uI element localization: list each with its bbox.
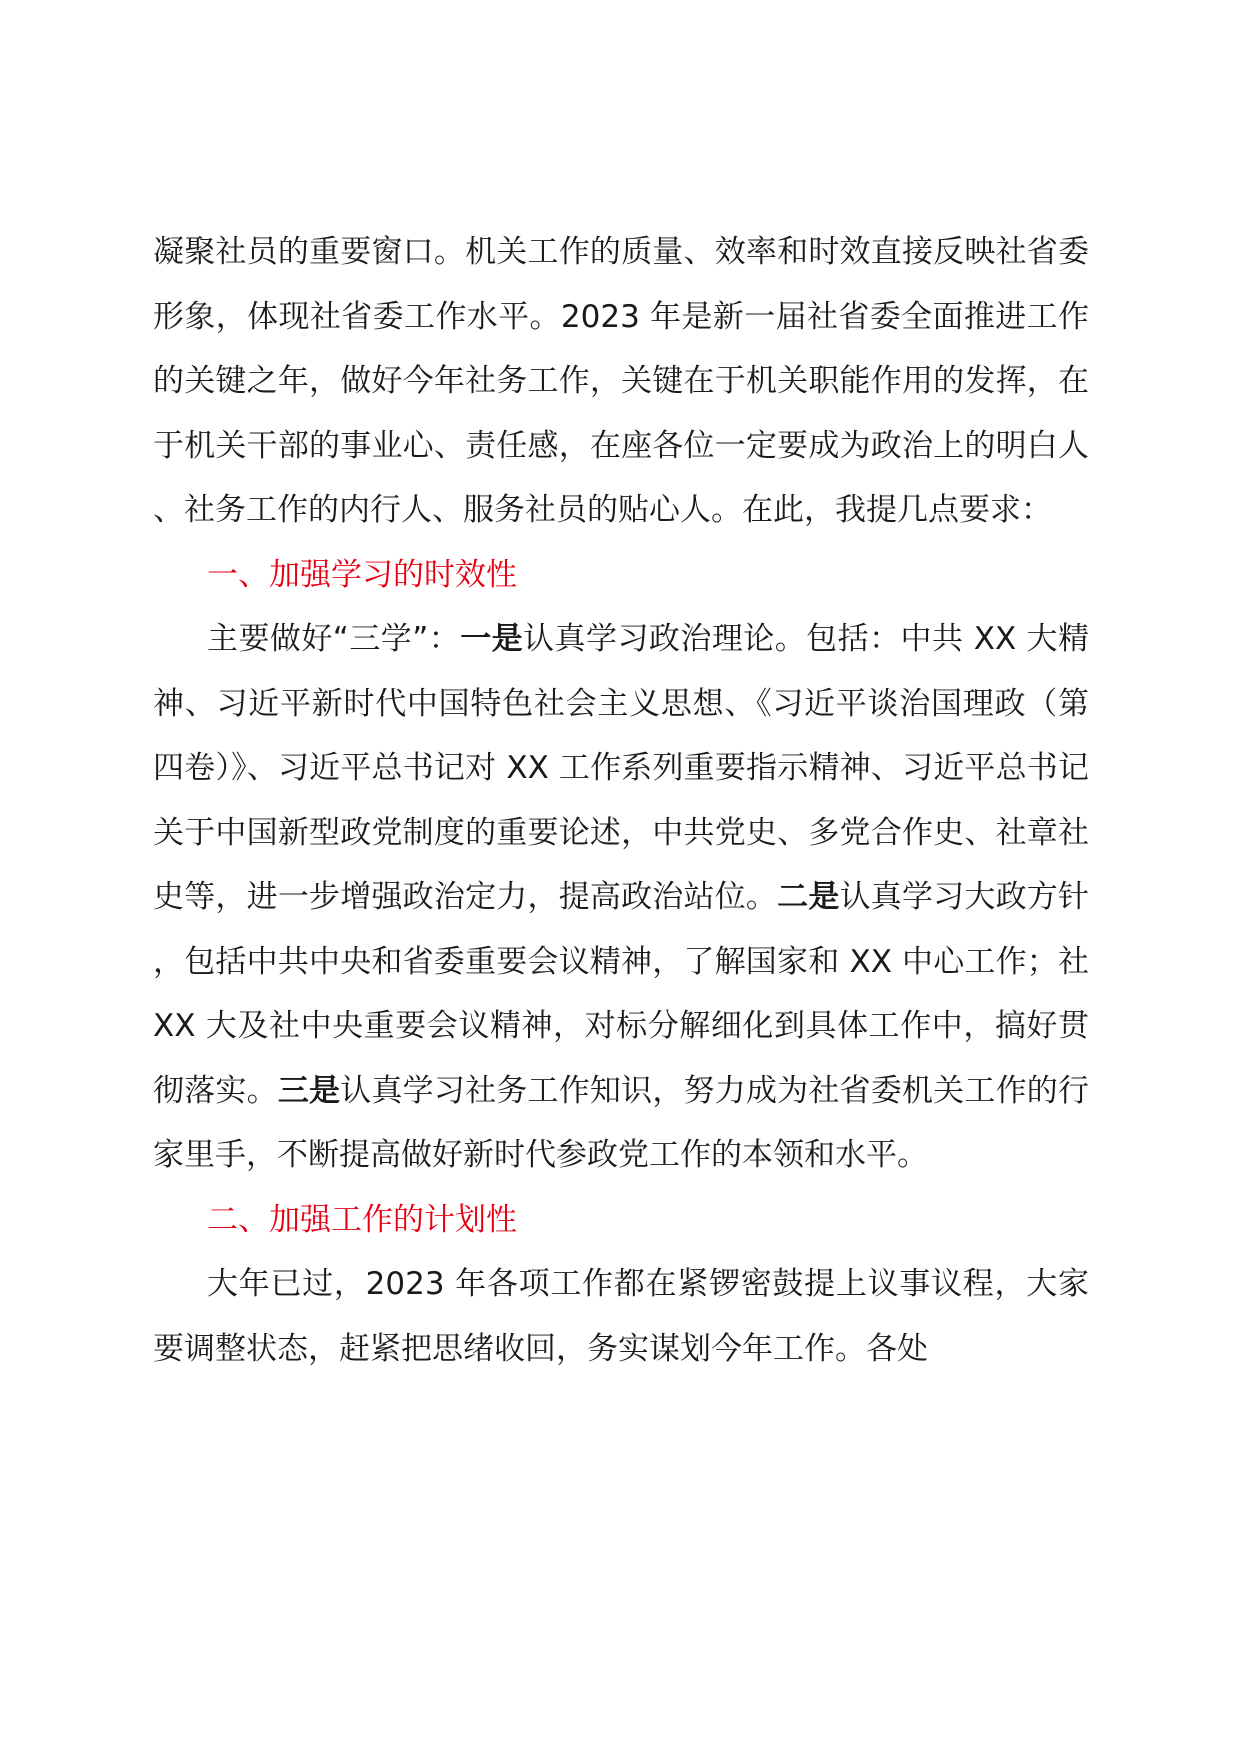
emphasis-second: 二是 [777,879,840,915]
paragraph-text: 认真学习政治理论。包括：中共 XX 大精神、习近平新时代中国特色社会主义思想、《习近平谈治国理政（第四卷）》、习近平总书记对 XX 工作系列重要指示精神、习近平总书记关于中国新型政党制度的重要论述，中共党史、多党合作史、社章社史等，进一步增强政治定力，提高政治站位。 [153,621,1089,915]
section-heading-text: 一、加强学习的时效性 [207,556,517,593]
document-body [153,220,1089,1381]
paragraph-text: 大年已过，2023 年各项工作都在紧锣密鼓提上议事议程，大家要调整状态，赶紧把思绪收回，务实谋划今年工作。各处 [153,1266,1089,1367]
paragraph-study [153,607,1089,1188]
emphasis-third: 三是 [277,1072,341,1109]
paragraph-text: 认真学习大政方针，包括中共中央和省委重要会议精神，了解国家和 XX 中心工作；社 XX 大及社中央重要会议精神，对标分解细化到具体工作中，搞好贯彻落实。 [153,879,1090,1109]
emphasis-first: 一是 [460,621,524,657]
section-heading-2 [153,1188,1089,1253]
section-heading-text: 二、加强工作的计划性 [207,1201,517,1238]
paragraph-text: 主要做好“三学”： [207,621,461,657]
paragraph-planning [153,1252,1089,1381]
paragraph-text: 认真学习社务工作知识，努力成为社省委机关工作的行家里手，不断提高做好新时代参政党工作的本领和水平。 [153,1072,1090,1173]
paragraph-text: 凝聚社员的重要窗口。机关工作的质量、效率和时效直接反映社省委形象，体现社省委工作水平。2023 年是新一届社省委全面推进工作的关键之年，做好今年社务工作，关键在于机关职能作用的发挥，在于机关干部的事业心、责任感，在座各位一定要成为政治上的明白人、社务工作的内行人、服务社员的贴心人。在此，我提几点要求： [153,234,1089,528]
paragraph-intro [153,220,1089,543]
section-heading-1 [153,543,1089,608]
